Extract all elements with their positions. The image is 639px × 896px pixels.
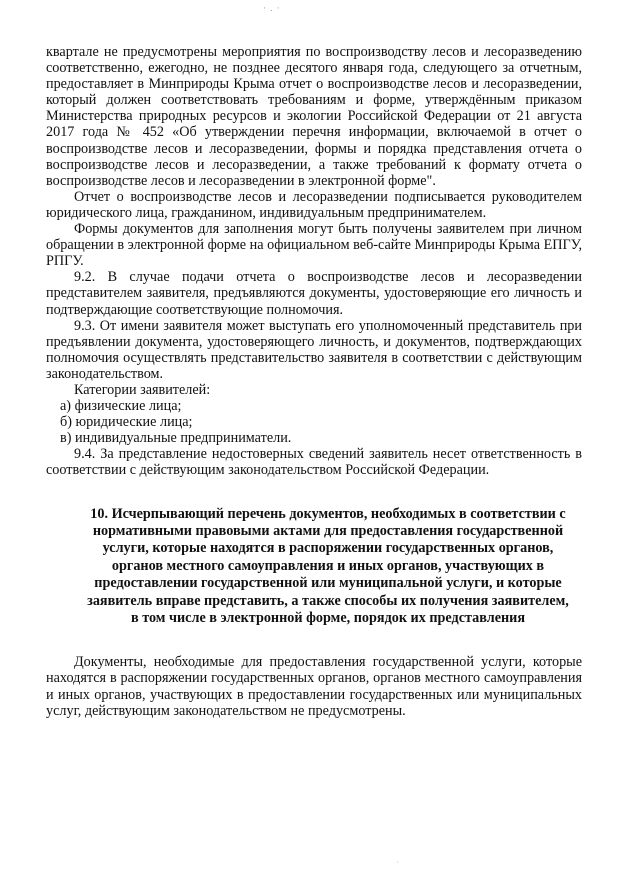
- scan-artifact-top: · . ·: [263, 3, 281, 13]
- applicant-categories-label: Категории заявителей:: [74, 381, 211, 398]
- list-item: а) физические лица;: [60, 398, 182, 415]
- paragraph-report-requirements: кварталe не предусмотрены мероприятия по воспроизводству лесов и лесоразведению соответственно, ежегодно, не позднее десятого января года, следующего за отчетным, предоставляет в Минприроды Крыма отчет о воспроизводстве лесов и лесоразведении, который должен соответствовать требованиям и форме, утверждённым приказом Министерства природных ресурсов и экологии Российской Федерации от 21 августа 2017 года № 452 «Об утверждении перечня информации, включаемой в отчет о воспроизводстве лесов и лесоразведении, формы и порядка представления отчета о воспроизводстве лесов и лесоразведении, а также требований к формату отчета о воспроизводстве лесов и лесоразведении в электронной форме".: [46, 44, 582, 189]
- paragraph-9-3: 9.3. От имени заявителя может выступать его уполномоченный представитель при предъявлении документа, удостоверяющего личность, и документов, подтверждающих полномочия осуществлять представительство заявителя в соответствии с действующим законодательством.: [46, 317, 582, 382]
- paragraph-9-4: 9.4. За представление недостоверных сведений заявитель несет ответственность в соответствии с действующим законодательством Российской Федерации.: [46, 446, 582, 479]
- paragraph-9-2: 9.2. В случае подачи отчета о воспроизводстве лесов и лесоразведении представителем заявителя, предъявляются документы, удостоверяющие его личность и подтверждающие соответствующие полномочия.: [46, 269, 582, 318]
- applicant-categories-list: [46, 398, 582, 446]
- paragraph-section-10-body: Документы, необходимые для предоставления государственной услуги, которые находятся в распоряжении государственных органов, органов местного самоуправления и иных органов, участвующих в предоставлении государственных или муниципальных услуг, действующим законодательством не предусмотрены.: [46, 654, 582, 719]
- spacer: [46, 627, 582, 654]
- list-item: в) индивидуальные предприниматели.: [60, 430, 292, 447]
- paragraph-report-signing: Отчет о воспроизводстве лесов и лесоразведении подписывается руководителем юридического лица, гражданином, индивидуальным предпринимателем.: [46, 188, 582, 221]
- scan-artifact-bottom: ·: [396, 858, 399, 867]
- section-10-heading: 10. Исчерпывающий перечень документов, необходимых в соответствии с нормативными правовыми актами для предоставления государственной услуги, которые находятся в распоряжении государственных органов, органов местного самоуправления и иных органов, участвующих в предоставлении государственной или муниципальной услуги, и которые заявитель вправе представить, а также способы их получения заявителем, в том числе в электронной форме, порядок их представления: [87, 505, 569, 626]
- list-item: б) юридические лица;: [60, 414, 193, 431]
- document-body: [46, 44, 582, 719]
- paragraph-forms-availability: Формы документов для заполнения могут быть получены заявителем при личном обращении в электронной форме на официальном веб-сайте Минприроды Крыма ЕПГУ, РПГУ.: [46, 221, 582, 270]
